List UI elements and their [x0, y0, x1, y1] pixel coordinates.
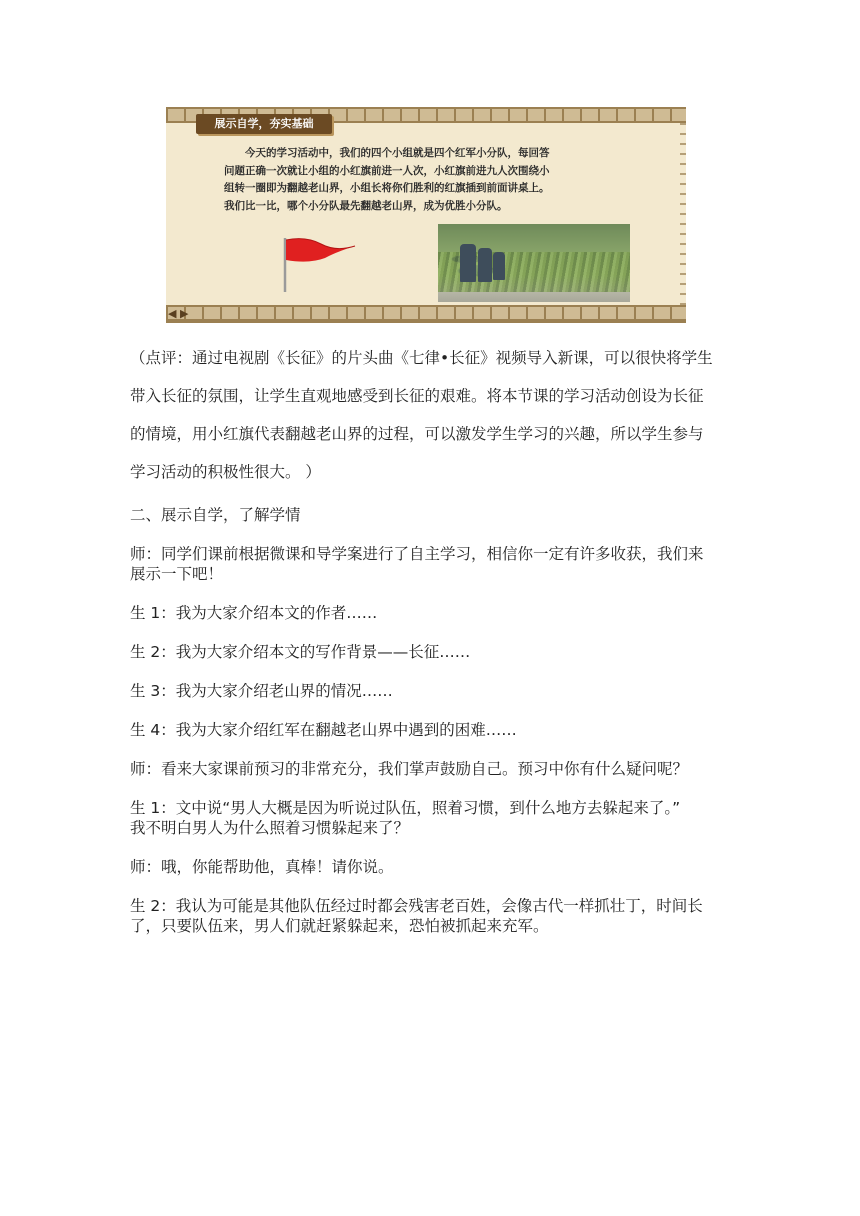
comment-line: 学习活动的积极性很大。 ）: [130, 463, 321, 481]
slide-nav-arrows[interactable]: ◀ ▶: [168, 307, 189, 320]
document-body: [130, 339, 730, 964]
dialog-line: 生 3：我为大家介绍老山界的情况……: [130, 682, 393, 700]
comment-paragraph: [130, 339, 730, 491]
slide-text: [224, 145, 634, 215]
soldiers-photo: [438, 224, 630, 302]
dialog-line: 我不明白男人为什么照着习惯躲起来了？: [130, 819, 410, 837]
slide-text-line: 组转一圈即为翻越老山界，小组长将你们胜利的红旗插到前面讲桌上。: [224, 182, 550, 194]
photo-soldier: [493, 252, 505, 280]
lesson-slide-image: [166, 107, 686, 323]
comment-line: （点评：通过电视剧《长征》的片头曲《七律•长征》视频导入新课，可以很快将学生: [130, 349, 713, 367]
photo-soldier: [460, 244, 476, 282]
comment-line: 带入长征的氛围，让学生直观地感受到长征的艰难。将本节课的学习活动创设为长征: [130, 387, 704, 405]
dialog-line: 生 4：我为大家介绍红军在翻越老山界中遇到的困难……: [130, 721, 517, 739]
dialog-line: 了，只要队伍来，男人们就赶紧躲起来，恐怕被抓起来充军。: [130, 917, 549, 935]
slide-side-border: [680, 123, 686, 313]
red-flag-icon: [281, 234, 361, 294]
dialog-line: 师：同学们课前根据微课和导学案进行了自主学习，相信你一定有许多收获，我们来: [130, 545, 704, 563]
slide-title: 展示自学，夯实基础: [196, 114, 332, 134]
photo-soldier: [478, 248, 492, 282]
comment-line: 的情境，用小红旗代表翻越老山界的过程，可以激发学生学习的兴趣，所以学生参与: [130, 425, 704, 443]
dialog-section: [130, 505, 730, 945]
slide-bottom-border: [166, 305, 686, 323]
dialog-line: 师：看来大家课前预习的非常充分，我们掌声鼓励自己。预习中你有什么疑问呢？: [130, 760, 689, 778]
dialog-line: 生 2：我认为可能是其他队伍经过时都会残害老百姓，会像古代一样抓壮丁，时间长: [130, 897, 703, 915]
slide-text-line: 我们比一比，哪个小分队最先翻越老山界，成为优胜小分队。: [224, 199, 508, 212]
slide-text-line: 问题正确一次就让小组的小红旗前进一人次，小红旗前进九人次围绕小: [224, 164, 550, 177]
section-heading: 二、展示自学，了解学情: [130, 506, 301, 524]
dialog-line: 生 1：文中说“男人大概是因为听说过队伍，照着习惯，到什么地方去躲起来了。”: [130, 799, 681, 817]
dialog-line: 师：哦，你能帮助他，真棒！请你说。: [130, 858, 394, 876]
dialog-line: 生 2：我为大家介绍本文的写作背景——长征……: [130, 643, 471, 661]
dialog-line: 展示一下吧！: [130, 565, 224, 583]
dialog-line: 生 1：我为大家介绍本文的作者……: [130, 604, 378, 622]
slide-text-line: 今天的学习活动中，我们的四个小组就是四个红军小分队，每回答: [245, 147, 550, 159]
